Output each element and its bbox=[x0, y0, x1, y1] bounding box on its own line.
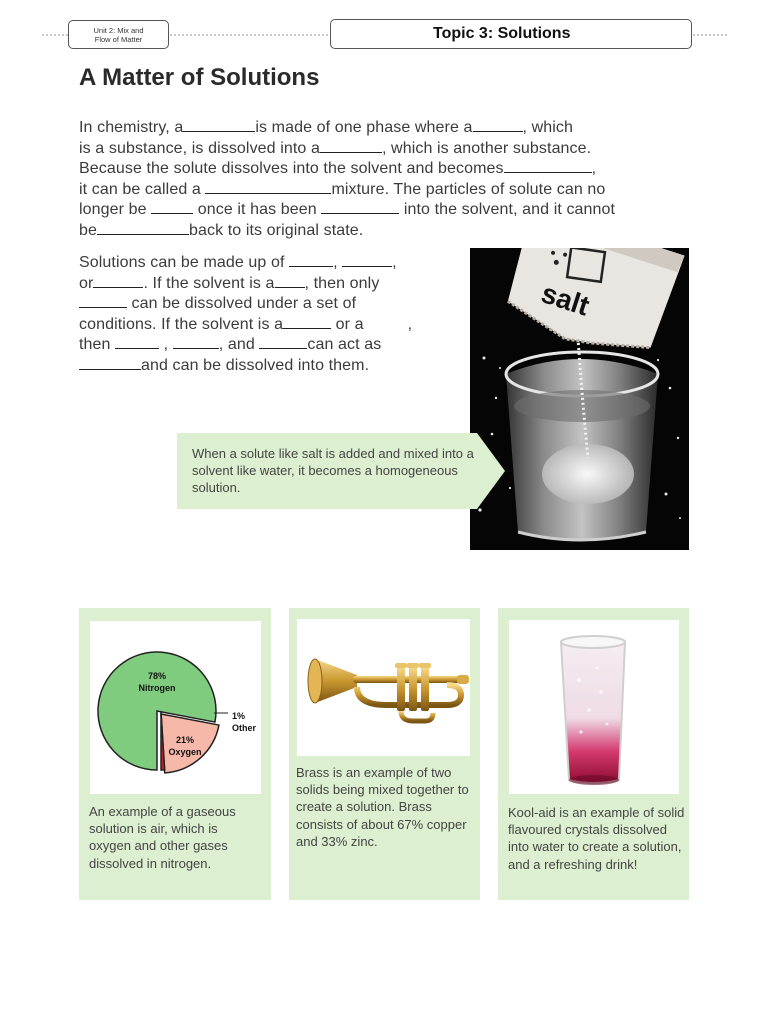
pie-label-oxygen: 21% Oxygen bbox=[168, 735, 202, 757]
trumpet-image bbox=[297, 619, 470, 756]
text-fragment: or bbox=[79, 274, 94, 292]
card-brass-text: Brass is an example of two solids being mixed together to create a solution. Brass consists of about 67% copper and 33% zinc. bbox=[296, 765, 469, 849]
fill-in-blank[interactable] bbox=[183, 118, 255, 132]
air-composition-chart bbox=[90, 621, 261, 794]
salt-bag-label: salt bbox=[537, 277, 594, 322]
fill-in-blank[interactable] bbox=[321, 200, 399, 214]
header-dotted-rule-middle bbox=[170, 34, 328, 36]
text-fragment: is made of one phase where a bbox=[255, 119, 473, 136]
fill-in-blank[interactable] bbox=[79, 294, 127, 308]
text-fragment: can act as bbox=[307, 336, 382, 354]
fill-in-blank[interactable] bbox=[97, 221, 189, 235]
text-fragment: In chemistry, a bbox=[79, 119, 184, 136]
text-fragment: , bbox=[163, 336, 169, 354]
text-fragment: and can be dissolved into them. bbox=[141, 356, 370, 374]
text-line bbox=[79, 253, 412, 274]
trumpet-icon bbox=[297, 619, 470, 756]
fill-in-blank[interactable] bbox=[473, 118, 523, 132]
text-fragment: can be dissolved under a set of bbox=[131, 295, 357, 313]
text-fragment: back to its original state. bbox=[189, 221, 364, 239]
text-line bbox=[79, 356, 412, 377]
text-line bbox=[79, 118, 615, 139]
unit-label-line2: Flow of Matter bbox=[94, 34, 143, 44]
page-title: A Matter of Solutions bbox=[79, 64, 320, 91]
solutions-paragraph bbox=[79, 253, 412, 377]
pie-chart bbox=[90, 621, 261, 794]
fill-in-blank[interactable] bbox=[504, 159, 592, 173]
text-fragment: then bbox=[79, 336, 111, 354]
text-fragment: is a substance, is dissolved into a bbox=[79, 139, 320, 157]
text-fragment: conditions. If the solvent is a bbox=[79, 315, 284, 333]
text-line bbox=[79, 200, 615, 221]
header-dotted-rule-right bbox=[693, 34, 727, 36]
drink-glass-icon bbox=[509, 620, 679, 794]
text-fragment: , then only bbox=[304, 274, 380, 292]
text-line bbox=[79, 159, 615, 180]
text-fragment: , and bbox=[218, 336, 255, 354]
text-fragment: Solutions can be made up of bbox=[79, 254, 285, 271]
text-line bbox=[79, 315, 412, 336]
intro-paragraph bbox=[79, 118, 615, 242]
text-line bbox=[79, 294, 412, 315]
card-air-text: An example of a gaseous solution is air, which is oxygen and other gases dissolved in nitrogen. bbox=[89, 804, 236, 871]
salt-bag bbox=[497, 248, 685, 366]
koolaid-glass-image bbox=[509, 620, 679, 794]
card-air bbox=[79, 608, 271, 900]
text-fragment: into the solvent, and it cannot bbox=[403, 201, 616, 219]
text-line bbox=[79, 335, 412, 356]
fill-in-blank[interactable] bbox=[342, 253, 392, 267]
fill-in-blank[interactable] bbox=[205, 180, 331, 194]
fill-in-blank[interactable] bbox=[115, 335, 159, 349]
topic-title: Topic 3: Solutions bbox=[433, 25, 571, 42]
fill-in-blank[interactable] bbox=[320, 139, 382, 153]
fill-in-blank[interactable] bbox=[173, 335, 219, 349]
text-line bbox=[79, 139, 615, 160]
unit-label-box bbox=[68, 20, 169, 49]
text-fragment: or a bbox=[335, 315, 364, 333]
fill-in-blank[interactable] bbox=[283, 315, 331, 329]
fill-in-blank[interactable] bbox=[79, 356, 141, 370]
fill-in-blank[interactable] bbox=[151, 200, 193, 214]
pie-label-other: 1% Other bbox=[232, 711, 257, 733]
text-fragment: , which is another substance. bbox=[381, 139, 592, 157]
text-line bbox=[79, 180, 615, 201]
text-fragment: , bbox=[333, 254, 338, 271]
text-fragment: , bbox=[591, 160, 597, 178]
text-fragment: , bbox=[392, 254, 397, 271]
text-line bbox=[79, 274, 412, 295]
text-fragment: . If the solvent is a bbox=[143, 274, 275, 292]
callout-arrow bbox=[477, 433, 505, 509]
text-line bbox=[79, 221, 615, 242]
pie-label-nitrogen: 78% Nitrogen bbox=[138, 671, 176, 693]
text-fragment: , bbox=[407, 315, 413, 333]
text-fragment: it can be called a bbox=[79, 180, 201, 198]
text-fragment: Because the solute dissolves into the solvent and becomes bbox=[79, 160, 504, 178]
fill-in-blank[interactable] bbox=[93, 274, 143, 288]
header-dotted-rule-left bbox=[42, 34, 68, 36]
callout-text: When a solute like salt is added and mixed into a solvent like water, it becomes a homogeneous solution. bbox=[192, 446, 474, 495]
callout-box bbox=[177, 433, 477, 509]
card-koolaid bbox=[498, 608, 689, 900]
text-fragment: be bbox=[79, 221, 97, 239]
text-fragment: longer be bbox=[79, 201, 147, 219]
text-fragment: , which bbox=[522, 119, 574, 136]
card-brass bbox=[289, 608, 480, 900]
text-fragment: once it has been bbox=[197, 201, 317, 219]
fill-in-blank[interactable] bbox=[289, 253, 333, 267]
unit-label-line1: Unit 2: Mix and bbox=[93, 25, 144, 35]
fill-in-blank[interactable] bbox=[275, 274, 305, 288]
topic-box bbox=[330, 19, 692, 49]
text-fragment: mixture. The particles of solute can no bbox=[331, 180, 606, 198]
fill-in-blank[interactable] bbox=[259, 335, 307, 349]
card-koolaid-text: Kool-aid is an example of solid flavoured crystals dissolved into water to create a solution, and a refreshing drink! bbox=[508, 805, 685, 872]
